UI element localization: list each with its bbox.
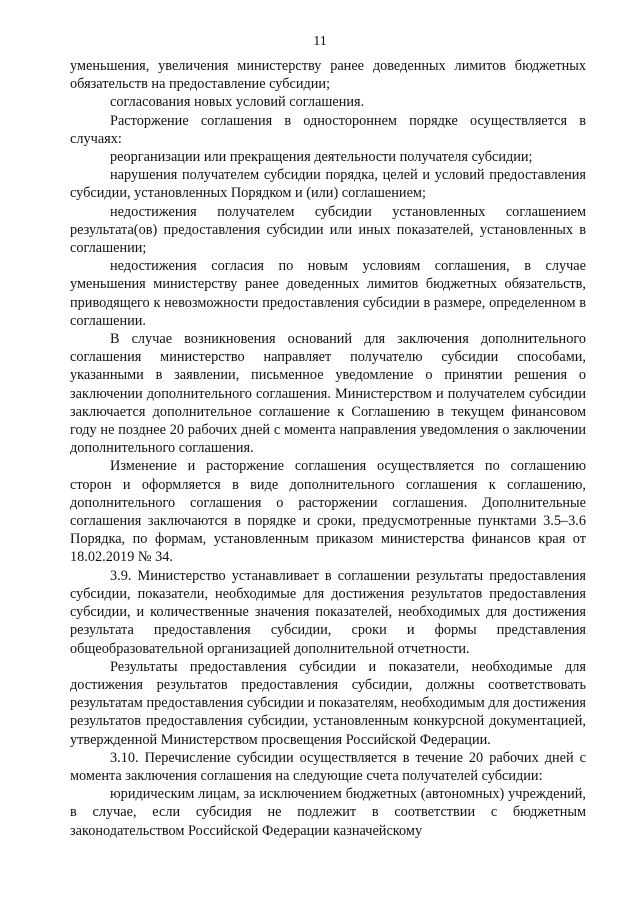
paragraph: 3.10. Перечисление субсидии осуществляется в течение 20 рабочих дней с момента заключения соглашения на следующие счета получателей субсидии: xyxy=(70,749,586,784)
paragraph: реорганизации или прекращения деятельности получателя субсидии; xyxy=(110,149,533,166)
paragraph: юридическим лицам, за исключением бюджетных (автономных) учреждений, в случае, если субсидия не подлежит в соответствии с бюджетным законодательством Российской Федерации казначейскому xyxy=(70,786,586,839)
document-body xyxy=(70,57,586,840)
paragraph: Изменение и расторжение соглашения осуществляется по соглашению сторон и оформляется в виде дополнительного соглашения к соглашению, дополнительного соглашения о расторжении соглашения. Дополнительные соглашения заключаются в порядке и сроки, предусмотренные пунктами 3.5–3.6 Порядка, по формам, установленным приказом министерства финансов края от 18.02.2019 № 34. xyxy=(70,458,586,566)
paragraph: Расторжение соглашения в одностороннем порядке осуществляется в случаях: xyxy=(70,112,586,147)
paragraph: В случае возникновения оснований для заключения дополнительного соглашения министерство направляет получателю субсидии способами, указанными в заявлении, письменное уведомление о принятии решения о заключении дополнительного соглашения. Министерством и получателем субсидии заключается дополнительное соглашение к Соглашению в текущем финансовом году не позднее 20 рабочих дней с момента направления уведомления о заключении дополнительного соглашения. xyxy=(70,331,586,457)
paragraph: 3.9. Министерство устанавливает в соглашении результаты предоставления субсидии, показатели, необходимые для достижения результатов предоставления субсидии, и количественные значения показателей, необходимых для достижения результата предоставления субсидии, сроки и формы представления общеобразовательной организацией дополнительной отчетности. xyxy=(70,567,586,657)
paragraph: недостижения согласия по новым условиям соглашения, в случае уменьшения министерству ранее доведенных лимитов бюджетных обязательств, приводящего к невозможности предоставления субсидии в размере, определенном в соглашении. xyxy=(70,258,586,329)
paragraph: недостижения получателем субсидии установленных соглашением результата(ов) предоставления субсидии или иных показателей, установленных в соглашении; xyxy=(70,203,586,257)
paragraph: нарушения получателем субсидии порядка, целей и условий предоставления субсидии, установленных Порядком и (или) соглашением; xyxy=(70,167,586,202)
page-number: 11 xyxy=(313,34,327,49)
paragraph: согласования новых условий соглашения. xyxy=(110,94,365,111)
paragraph: Результаты предоставления субсидии и показатели, необходимые для достижения результатов предоставления субсидии, должны соответствовать результатам предоставления субсидии и показателям, необходимым для достижения результатов предоставления субсидии, установленным конкурсной документацией, утвержденной Министерством просвещения Российской Федерации. xyxy=(70,658,586,748)
paragraph: уменьшения, увеличения министерству ранее доведенных лимитов бюджетных обязательств на предоставление субсидии; xyxy=(70,58,586,93)
